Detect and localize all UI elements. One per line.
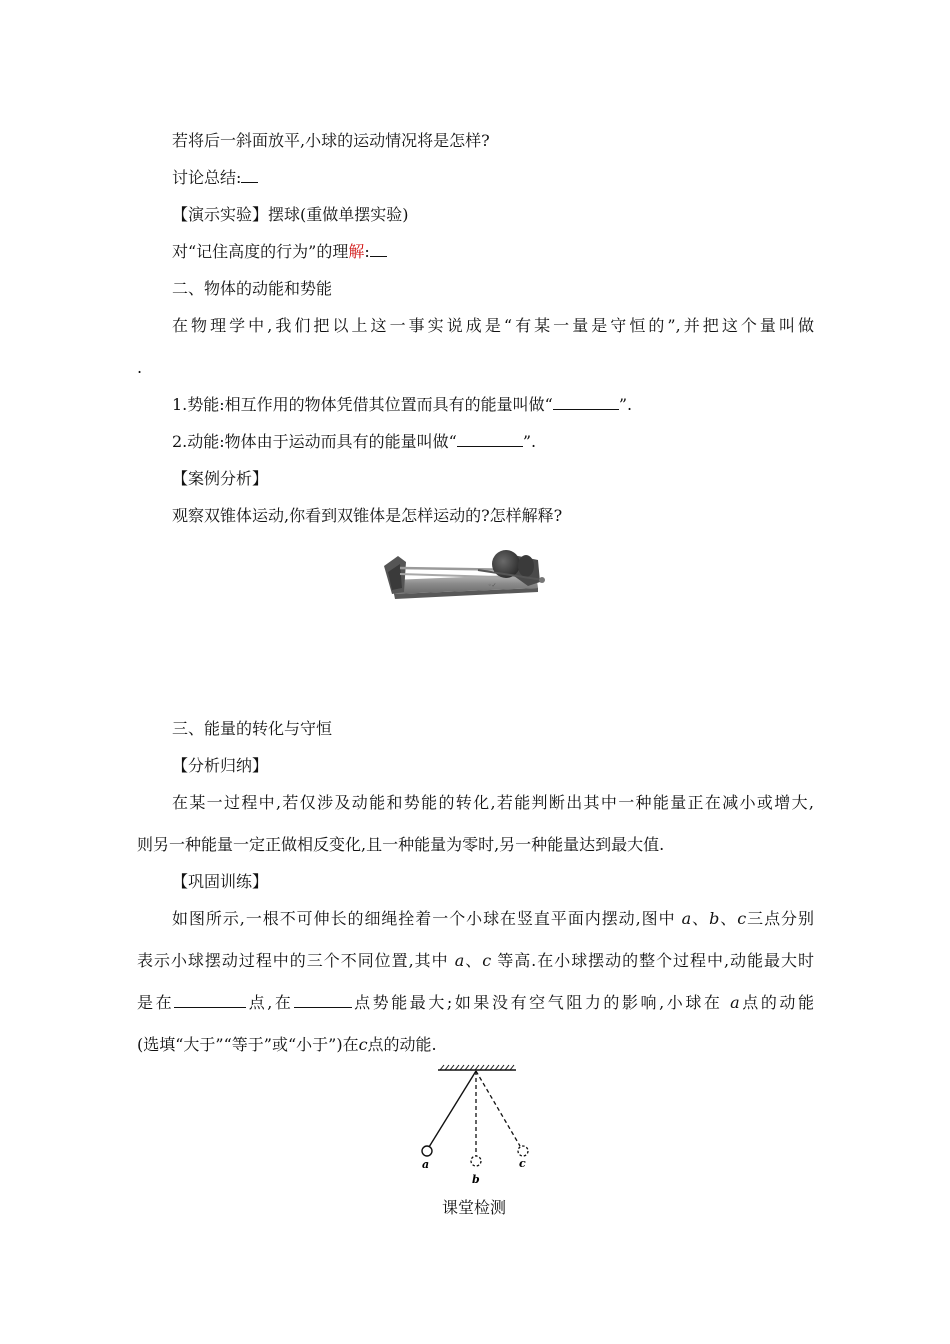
summary-label: 讨论总结: <box>172 168 242 187</box>
t2-end: 等高.在小球摆动的整个过程中,动能最大时 <box>497 951 814 970</box>
pe-blank <box>553 394 619 410</box>
case-analysis-heading: 【案例分析】 <box>172 469 269 488</box>
remember-height-line <box>172 241 387 263</box>
question-incline-flat: 若将后一斜面放平,小球的运动情况将是怎样? <box>172 131 490 150</box>
t3-end: 点的动能 <box>739 993 814 1012</box>
summary-blank <box>241 167 258 183</box>
svg-text:◦✓: ◦✓ <box>488 582 497 589</box>
t1-sep2: 、 <box>719 909 738 928</box>
analysis-induction-heading: 【分析归纳】 <box>172 756 269 775</box>
string-a <box>429 1071 476 1147</box>
classroom-test-caption: 课堂检测 <box>442 1198 507 1217</box>
induction-paragraph-line2: 则另一种能量一定正做相反变化,且一种能量为零时,另一种能量达到最大值. <box>137 835 665 854</box>
label-c: c <box>519 1157 526 1170</box>
var-a-2: a <box>454 951 465 970</box>
t2-text: 表示小球摆动过程中的三个不同位置,其中 <box>137 951 449 970</box>
ke-end: ”. <box>522 432 537 451</box>
physics-conservation-line: 在物理学中,我们把以上这一事实说成是“有某一量是守恒的”,并把这个量叫做 <box>172 316 814 335</box>
pendulum-figure <box>410 1063 540 1193</box>
exercise-line3 <box>137 992 814 1014</box>
induction-paragraph-line1: 在某一过程中,若仅涉及动能和势能的转化,若能判断出其中一种能量正在减小或增大, <box>172 793 814 812</box>
ball-a <box>422 1146 432 1156</box>
remember-text: 对“记住高度的行为”的理 <box>172 242 349 261</box>
string-c <box>476 1071 520 1146</box>
exercise-line1 <box>172 908 814 930</box>
var-c-2: c <box>482 951 492 970</box>
t2-sep: 、 <box>464 951 483 970</box>
remember-colon: : <box>364 242 370 261</box>
var-c: c <box>737 909 747 928</box>
consolidation-heading: 【巩固训练】 <box>172 872 269 891</box>
exercise-line2 <box>137 950 814 972</box>
t1-end: 三点分别 <box>746 909 814 928</box>
var-c-4: c <box>358 1035 368 1054</box>
discussion-summary <box>172 167 258 189</box>
label-b: b <box>472 1173 480 1186</box>
pe-text: 1.势能:相互作用的物体凭借其位置而具有的能量叫做“ <box>172 395 553 414</box>
trailing-period: . <box>137 358 143 377</box>
ball-c <box>518 1146 528 1156</box>
kinetic-energy-def <box>172 431 536 453</box>
t3-text: 是在 <box>137 993 175 1012</box>
t4-text: (选填“大于”“等于”或“小于”)在 <box>137 1035 359 1054</box>
exercise-line4 <box>137 1034 437 1056</box>
ke-blank <box>457 431 523 447</box>
remember-blank <box>370 241 387 257</box>
potential-energy-def <box>172 394 632 416</box>
label-a: a <box>422 1158 430 1171</box>
ke-text: 2.动能:物体由于运动而具有的能量叫做“ <box>172 432 457 451</box>
var-a: a <box>681 909 692 928</box>
ball-b <box>471 1156 481 1166</box>
blank-max-potential <box>294 992 352 1008</box>
blank-max-kinetic <box>174 992 246 1008</box>
section-three-heading: 三、能量的转化与守恒 <box>172 719 333 738</box>
t3-mid2: 点势能最大;如果没有空气阻力的影响,小球在 <box>351 993 723 1012</box>
pe-end: ”. <box>618 395 633 414</box>
t1-sep1: 、 <box>691 909 710 928</box>
double-cone-question: 观察双锥体运动,你看到双锥体是怎样运动的?怎样解释? <box>172 506 563 525</box>
t3-mid: 点,在 <box>246 993 294 1012</box>
section-two-heading: 二、物体的动能和势能 <box>172 279 333 298</box>
remember-red-char: 解 <box>348 242 365 261</box>
t4-end: 点的动能. <box>367 1035 437 1054</box>
var-b: b <box>709 909 720 928</box>
double-cone-photo <box>378 542 548 604</box>
demo-experiment: 【演示实验】摆球(重做单摆实验) <box>172 205 409 224</box>
t1-text: 如图所示,一根不可伸长的细绳拴着一个小球在竖直平面内摆动,图中 <box>172 909 676 928</box>
var-a-3: a <box>730 993 740 1012</box>
